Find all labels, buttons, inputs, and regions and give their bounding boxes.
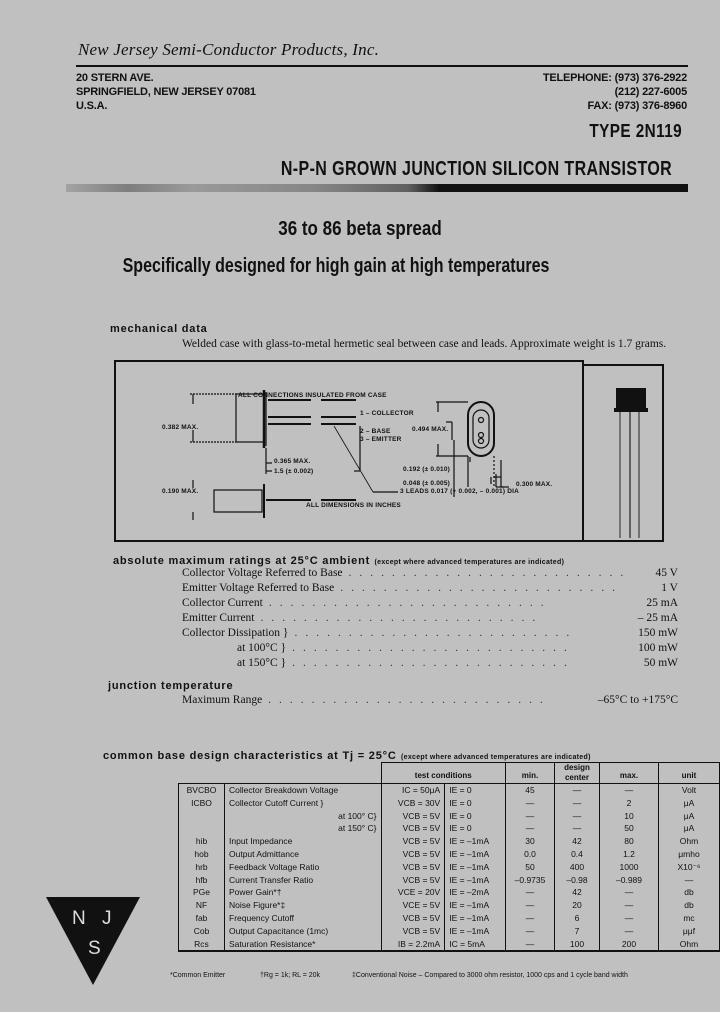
cell-sym bbox=[179, 810, 225, 823]
cell-cond1: VCB = 5V bbox=[381, 861, 445, 874]
rating-row: Emitter Voltage Referred to Base .......................... 1 V bbox=[182, 582, 678, 594]
tagline: Specifically designed for high gain at high temperatures bbox=[122, 255, 550, 277]
cell-max: 2 bbox=[600, 797, 659, 810]
cell-param: Collector Cutoff Current } bbox=[225, 797, 382, 810]
beta-spread: 36 to 86 beta spread bbox=[278, 218, 442, 240]
cell-cond1: VCB = 5V bbox=[381, 874, 445, 887]
cell-unit: X10⁻⁶ bbox=[659, 861, 720, 874]
cell-max: 80 bbox=[600, 835, 659, 848]
cell-sym: Rcs bbox=[179, 938, 225, 952]
characteristics-note: (except where advanced temperatures are indicated) bbox=[401, 754, 591, 761]
address-line: U.S.A. bbox=[76, 100, 108, 112]
table-header-row bbox=[179, 763, 720, 784]
telephone-line: (212) 227-6005 bbox=[614, 86, 687, 98]
cell-center: 400 bbox=[555, 861, 600, 874]
table-row bbox=[179, 899, 720, 912]
cell-cond2: IE = –1mA bbox=[445, 899, 506, 912]
cell-center: 100 bbox=[555, 938, 600, 952]
cell-unit: μμf bbox=[659, 925, 720, 938]
cell-max: 1.2 bbox=[600, 848, 659, 861]
cell-max: 10 bbox=[600, 810, 659, 823]
transistor-photo bbox=[582, 364, 664, 542]
table-row bbox=[179, 822, 720, 835]
cell-param: Input Impedance bbox=[225, 835, 382, 848]
cell-min: 0.0 bbox=[506, 848, 555, 861]
cell-cond1: VCB = 5V bbox=[381, 925, 445, 938]
lead-emitter-label: 3 – EMITTER bbox=[360, 436, 402, 443]
cell-unit: mc bbox=[659, 912, 720, 925]
cell-unit: Ohm bbox=[659, 938, 720, 952]
cell-cond2: IE = 0 bbox=[445, 810, 506, 823]
cell-center: 7 bbox=[555, 925, 600, 938]
thickness-dimension: 0.190 MAX. bbox=[162, 488, 199, 495]
cell-cond1: IB = 2.2mA bbox=[381, 938, 445, 952]
cell-param: at 100° C} bbox=[225, 810, 382, 823]
cell-cond1: VCB = 5V bbox=[381, 810, 445, 823]
cell-sym: hob bbox=[179, 848, 225, 861]
ratings-list bbox=[182, 566, 678, 671]
cell-param: Collector Breakdown Voltage bbox=[225, 784, 382, 797]
footnote-gain: †Rg = 1k; RL = 20k bbox=[260, 972, 321, 979]
table-row bbox=[179, 835, 720, 848]
cell-sym bbox=[179, 822, 225, 835]
cell-max: — bbox=[600, 925, 659, 938]
junction-heading: junction temperature bbox=[108, 680, 234, 692]
footnote-common-emitter: *Common Emitter bbox=[170, 972, 226, 979]
cell-min: — bbox=[506, 938, 555, 952]
cell-unit: μA bbox=[659, 822, 720, 835]
cell-cond2: IE = –1mA bbox=[445, 925, 506, 938]
col-max: max. bbox=[600, 763, 659, 784]
cell-max: — bbox=[600, 886, 659, 899]
junction-row: Maximum Range .......................... –65°C to +175°C bbox=[182, 694, 678, 706]
cell-unit: db bbox=[659, 886, 720, 899]
telephone-line: TELEPHONE: (973) 376-2922 bbox=[542, 72, 687, 84]
cell-cond1: IC = 50μA bbox=[381, 784, 445, 797]
cell-cond1: VCB = 5V bbox=[381, 822, 445, 835]
cell-cond2: IE = 0 bbox=[445, 797, 506, 810]
table-row bbox=[179, 861, 720, 874]
rating-row: at 150°C } .......................... 50 mW bbox=[237, 657, 678, 669]
company-address bbox=[76, 71, 256, 113]
cell-max: –0.989 bbox=[600, 874, 659, 887]
cell-max: 50 bbox=[600, 822, 659, 835]
mechanical-description: Welded case with glass-to-metal hermetic seal between case and leads. Approximate weight is 1.7 grams. bbox=[182, 338, 667, 350]
height-dimension: 0.382 MAX. bbox=[162, 424, 199, 431]
col-test-conditions: test conditions bbox=[381, 763, 506, 784]
cell-cond2: IE = 0 bbox=[445, 822, 506, 835]
cell-unit: μmho bbox=[659, 848, 720, 861]
mechanical-heading: mechanical data bbox=[110, 323, 208, 335]
table-row bbox=[179, 938, 720, 952]
cell-sym: fab bbox=[179, 912, 225, 925]
characteristics-heading: common base design characteristics at Tj = 25°C bbox=[103, 750, 397, 762]
cell-sym: hfb bbox=[179, 874, 225, 887]
col-unit: unit bbox=[659, 763, 720, 784]
cell-max: 1000 bbox=[600, 861, 659, 874]
lead-base-label: 2 – BASE bbox=[360, 428, 391, 435]
ratings-note: (except where advanced temperatures are indicated) bbox=[374, 559, 565, 566]
cell-center: — bbox=[555, 822, 600, 835]
width-dimension: 0.494 MAX. bbox=[412, 426, 449, 433]
cell-cond2: IE = –2mA bbox=[445, 886, 506, 899]
col-design-center: design center bbox=[555, 763, 600, 784]
cell-unit: — bbox=[659, 874, 720, 887]
cell-max: — bbox=[600, 912, 659, 925]
cell-min: — bbox=[506, 810, 555, 823]
transistor-outline-svg bbox=[116, 362, 582, 540]
cell-param: Noise Figure*‡ bbox=[225, 899, 382, 912]
cell-unit: μA bbox=[659, 797, 720, 810]
cell-sym: Cob bbox=[179, 925, 225, 938]
spacing-dimension-2: 0.048 (± 0.005) bbox=[403, 480, 451, 487]
table-row bbox=[179, 886, 720, 899]
lead-collector-label: 1 – COLLECTOR bbox=[360, 410, 414, 417]
rating-row: at 100°C } .......................... 100 mW bbox=[237, 642, 678, 654]
cell-center: 42 bbox=[555, 886, 600, 899]
cell-cond1: VCE = 5V bbox=[381, 899, 445, 912]
address-line: SPRINGFIELD, NEW JERSEY 07081 bbox=[76, 86, 256, 98]
junction-list bbox=[182, 693, 678, 708]
part-description: N-P-N GROWN JUNCTION SILICON TRANSISTOR bbox=[280, 158, 672, 180]
cell-min: 45 bbox=[506, 784, 555, 797]
logo-letter-j: J bbox=[102, 908, 112, 929]
rating-row: Collector Dissipation } .......................... 150 mW bbox=[182, 627, 678, 639]
cell-cond1: VCB = 5V bbox=[381, 912, 445, 925]
cell-sym: hrb bbox=[179, 861, 225, 874]
cell-cond1: VCB = 5V bbox=[381, 848, 445, 861]
cell-cond2: IE = 0 bbox=[445, 784, 506, 797]
cell-center: 42 bbox=[555, 835, 600, 848]
lead-length-dimension: 1.5 (± 0.002) bbox=[274, 468, 314, 475]
footnote-noise: ‡Conventional Noise – Compared to 3000 ohm resistor, 1000 cps and 1 cycle band width bbox=[352, 972, 628, 979]
cell-center: –0.98 bbox=[555, 874, 600, 887]
cell-unit: Volt bbox=[659, 784, 720, 797]
part-type: TYPE 2N119 bbox=[589, 121, 682, 141]
cell-min: — bbox=[506, 925, 555, 938]
cell-cond1: VCB = 30V bbox=[381, 797, 445, 810]
cell-max: 200 bbox=[600, 938, 659, 952]
ratings-heading: absolute maximum ratings at 25°C ambient bbox=[113, 555, 371, 567]
cell-center: — bbox=[555, 810, 600, 823]
cell-param: Frequency Cutoff bbox=[225, 912, 382, 925]
cell-cond1: VCB = 5V bbox=[381, 835, 445, 848]
cell-sym: ICBO bbox=[179, 797, 225, 810]
cell-cond1: VCE = 20V bbox=[381, 886, 445, 899]
col-min: min. bbox=[506, 763, 555, 784]
lead-diameter-dimension: 3 LEADS 0.017 (+ 0.002, – 0.001) DIA bbox=[400, 488, 520, 495]
cell-min: 30 bbox=[506, 835, 555, 848]
cell-sym: PGe bbox=[179, 886, 225, 899]
cell-cond2: IC = 5mA bbox=[445, 938, 506, 952]
table-row bbox=[179, 797, 720, 810]
table-row bbox=[179, 848, 720, 861]
fax-line: FAX: (973) 376-8960 bbox=[587, 100, 687, 112]
cell-param: Power Gain*† bbox=[225, 886, 382, 899]
table-row bbox=[179, 874, 720, 887]
characteristics-table bbox=[178, 762, 720, 952]
cell-cond2: IE = –1mA bbox=[445, 848, 506, 861]
table-row bbox=[179, 784, 720, 797]
cell-param: Feedback Voltage Ratio bbox=[225, 861, 382, 874]
cell-center: 6 bbox=[555, 912, 600, 925]
cell-min: — bbox=[506, 899, 555, 912]
cell-param: Current Transfer Ratio bbox=[225, 874, 382, 887]
table-row bbox=[179, 925, 720, 938]
cell-max: — bbox=[600, 899, 659, 912]
insulated-note: ALL CONNECTIONS INSULATED FROM CASE bbox=[238, 392, 387, 399]
cell-min: — bbox=[506, 886, 555, 899]
company-name: New Jersey Semi-Conductor Products, Inc. bbox=[78, 40, 380, 59]
title-rule bbox=[66, 184, 688, 192]
cell-cond2: IE = –1mA bbox=[445, 912, 506, 925]
cell-unit: Ohm bbox=[659, 835, 720, 848]
rating-row: Collector Current .......................... 25 mA bbox=[182, 597, 678, 609]
cell-param: Output Admittance bbox=[225, 848, 382, 861]
cell-unit: μA bbox=[659, 810, 720, 823]
cell-center: — bbox=[555, 797, 600, 810]
logo-letter-s: S bbox=[88, 938, 101, 959]
table-row bbox=[179, 810, 720, 823]
cell-min: — bbox=[506, 822, 555, 835]
cell-cond2: IE = –1mA bbox=[445, 861, 506, 874]
cell-param: Output Capacitance (1mc) bbox=[225, 925, 382, 938]
cell-sym: hib bbox=[179, 835, 225, 848]
cell-param: Saturation Resistance* bbox=[225, 938, 382, 952]
rating-row: Collector Voltage Referred to Base .......................... 45 V bbox=[182, 567, 678, 579]
cell-sym: BVCBO bbox=[179, 784, 225, 797]
cell-center: 0.4 bbox=[555, 848, 600, 861]
header-rule bbox=[76, 65, 688, 67]
cell-center: 20 bbox=[555, 899, 600, 912]
cell-center: — bbox=[555, 784, 600, 797]
cell-unit: db bbox=[659, 899, 720, 912]
table-row bbox=[179, 912, 720, 925]
spacing-dimension-1: 0.192 (± 0.010) bbox=[403, 466, 451, 473]
address-line: 20 STERN AVE. bbox=[76, 72, 154, 84]
cell-param: at 150° C} bbox=[225, 822, 382, 835]
units-note: ALL DIMENSIONS IN INCHES bbox=[306, 502, 401, 509]
depth-dimension: 0.300 MAX. bbox=[516, 481, 553, 488]
cell-cond2: IE = –1mA bbox=[445, 835, 506, 848]
rating-row: Emitter Current .......................... – 25 mA bbox=[182, 612, 678, 624]
cell-cond2: IE = –1mA bbox=[445, 874, 506, 887]
flange-dimension: 0.365 MAX. bbox=[274, 458, 311, 465]
cell-min: — bbox=[506, 912, 555, 925]
cell-sym: NF bbox=[179, 899, 225, 912]
company-contact bbox=[543, 71, 687, 113]
transistor-photo-svg bbox=[584, 366, 662, 540]
cell-min: — bbox=[506, 797, 555, 810]
cell-min: 50 bbox=[506, 861, 555, 874]
logo-letter-n: N bbox=[72, 908, 86, 929]
cell-max: — bbox=[600, 784, 659, 797]
cell-min: –0.9735 bbox=[506, 874, 555, 887]
outline-drawing bbox=[114, 360, 584, 542]
